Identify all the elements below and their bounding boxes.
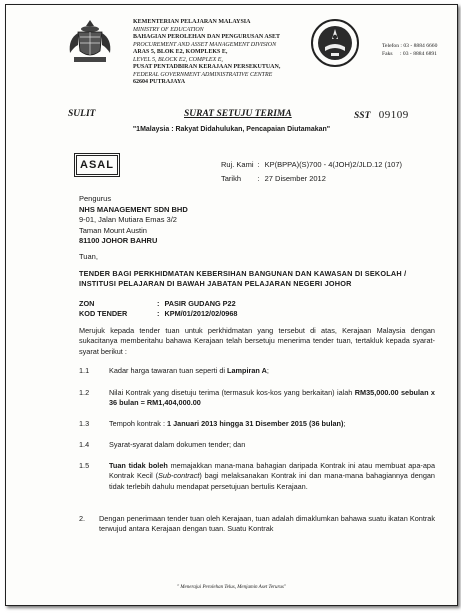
item-text xyxy=(109,461,435,492)
item-number: 1.1 xyxy=(79,366,90,375)
sst-label: SST xyxy=(354,111,371,121)
item-text-bold: Lampiran A xyxy=(227,366,267,375)
item-text: Dengan penerimaan tender tuan oleh Kerajaan, tuan adalah dimaklumkan bahawa suatu ikatan Kontrak terwujud antara Kerajaan dengan tuan. Suatu Kontrak xyxy=(99,514,435,534)
address-line-1: ARAS 5, BLOK E2, KOMPLEKS E, xyxy=(133,49,228,55)
ministry-address xyxy=(133,19,333,87)
recipient-title: Pengurus xyxy=(79,194,112,203)
item-text-end: ; xyxy=(266,366,269,375)
reference-row xyxy=(221,158,402,172)
date-colon: : xyxy=(257,174,260,183)
reference-value: KP(BPPA)(S)700 - 4(JOH)2/JLD.12 (107) xyxy=(264,160,403,169)
item-number: 1.2 xyxy=(79,388,90,397)
item-number: 1.5 xyxy=(79,461,90,470)
asal-stamp: ASAL xyxy=(76,155,118,175)
telephone-label: Telefon xyxy=(382,43,400,49)
contact-info xyxy=(382,42,437,58)
footer-motto: " Menerajui Perolehan Telus, Menjamin Aset Terurus" xyxy=(177,585,286,590)
item-text xyxy=(109,366,435,376)
item-number: 2. xyxy=(79,514,86,523)
zone-row xyxy=(79,299,237,309)
salutation: Tuan, xyxy=(79,252,98,261)
division-name-en: PROCUREMENT AND ASSET MANAGEMENT DIVISION xyxy=(133,41,277,48)
coat-of-arms-logo xyxy=(64,17,116,67)
zone-value: PASIR GUDANG P22 xyxy=(164,299,236,308)
recipient-address-2: Taman Mount Austin xyxy=(79,225,147,235)
item-text-end: ) bagi melaksanakan Kontrak ini dan mana-mana bahagiannya dengan tidak terlebih dahulu mendapat persetujuan bertulis Kerajaan. xyxy=(109,471,435,491)
contract-period: 1 Januari 2013 hingga 31 Disember 2015 (36 bulan) xyxy=(167,419,344,428)
item-number: 1.3 xyxy=(79,419,90,428)
condition-1-4 xyxy=(79,440,435,450)
tender-code-row xyxy=(79,309,237,319)
tender-code-colon: : xyxy=(157,309,160,318)
zone-label: ZON xyxy=(79,299,95,308)
postcode-city: 62604 PUTRAJAYA xyxy=(133,79,186,85)
item-text-end: ; xyxy=(343,419,346,428)
item-number: 1.4 xyxy=(79,440,90,449)
intro-paragraph: Merujuk kepada tender tuan untuk perkhidmatan yang tersebut di atas, Kerajaan Malaysia dengan sukacitanya memberitahu bahawa Kerajaan telah bersetuju menerima tender tuan, tertakluk kepada syarat-syarat berikut : xyxy=(79,326,435,356)
item-text-plain: Tempoh kontrak : xyxy=(109,419,165,428)
item-text xyxy=(109,419,435,429)
ministry-name: KEMENTERIAN PELAJARAN MALAYSIA xyxy=(133,19,251,25)
recipient-postcode-city: 81100 JOHOR BAHRU xyxy=(79,236,158,245)
item-text-bold: Tuan tidak boleh xyxy=(109,461,168,470)
condition-1-2 xyxy=(79,388,435,409)
item-text-plain: Kadar harga tawaran tuan seperti di xyxy=(109,366,226,375)
reference-label: Ruj. Kami xyxy=(221,160,254,169)
condition-1-3 xyxy=(79,419,435,429)
address-line-2: PUSAT PENTADBIRAN KERAJAAN PERSEKUTUAN, xyxy=(133,64,281,70)
ministry-name-en: MINISTRY OF EDUCATION xyxy=(133,26,204,33)
item-text xyxy=(109,388,435,409)
reference-colon: : xyxy=(257,160,260,169)
condition-1-1 xyxy=(79,366,435,376)
recipient-address xyxy=(79,194,188,247)
sst-number: 09109 xyxy=(378,109,409,121)
letter-subject: TENDER BAGI PERKHIDMATAN KEBERSIHAN BANGUNAN DAN KAWASAN DI SEKOLAH / INSTITUSI PELAJARAN DI BAWAH JABATAN PELAJARAN NEGERI JOHOR xyxy=(79,269,407,288)
item-text: Syarat-syarat dalam dokumen tender; dan xyxy=(109,440,246,449)
contract-value: RM35,000.00 sebulan x 36 bulan = RM1,404,000.00 xyxy=(109,388,435,408)
tender-code-label: KOD TENDER xyxy=(79,309,128,318)
classification-label: SULIT xyxy=(68,109,96,119)
fax-label: Faks xyxy=(382,51,393,57)
date-label: Tarikh xyxy=(221,174,242,183)
fax-line xyxy=(382,50,437,58)
sst-reference xyxy=(354,109,409,121)
zone-colon: : xyxy=(157,299,160,308)
education-emblem-logo xyxy=(309,17,361,69)
item-text-plain: memajakkan mana-mana bahagian daripada Kontrak ini atau membuat apa-apa Kontrak Kecil ( xyxy=(109,461,435,481)
letter-page xyxy=(5,4,458,606)
date-row xyxy=(221,172,402,186)
tender-details xyxy=(79,299,237,319)
recipient-company: NHS MANAGEMENT SDN BHD xyxy=(79,204,188,214)
date-value: 27 Disember 2012 xyxy=(264,174,326,183)
item-text-plain: Nilai Kontrak yang disetuju terima (termasuk kos-kos yang berkaitan) ialah xyxy=(109,388,353,397)
fax-value: : 03 - 8884 6891 xyxy=(399,51,437,57)
condition-1-5 xyxy=(79,461,435,492)
tender-code-value: KPM/01/2012/02/0968 xyxy=(164,309,238,318)
1malaysia-motto: "1Malaysia : Rakyat Didahulukan, Pencapaian Diutamakan" xyxy=(132,126,331,133)
telephone-value: : 03 - 8884 6660 xyxy=(400,43,438,49)
paragraph-2 xyxy=(79,514,435,535)
address-line-1-en: LEVEL 5, BLOCK E2, COMPLEX E, xyxy=(133,56,223,63)
address-line-2-en: FEDERAL GOVERNMENT ADMINISTRATIVE CENTRE xyxy=(133,71,273,78)
reference-block xyxy=(221,158,402,186)
telephone-line xyxy=(382,42,437,50)
item-text-italic: Sub-contract xyxy=(158,471,200,481)
recipient-address-1: 9-01, Jalan Mutiara Emas 3/2 xyxy=(79,215,177,224)
letter-title: SURAT SETUJU TERIMA xyxy=(184,109,292,119)
division-name: BAHAGIAN PEROLEHAN DAN PENGURUSAN ASET xyxy=(133,34,281,40)
